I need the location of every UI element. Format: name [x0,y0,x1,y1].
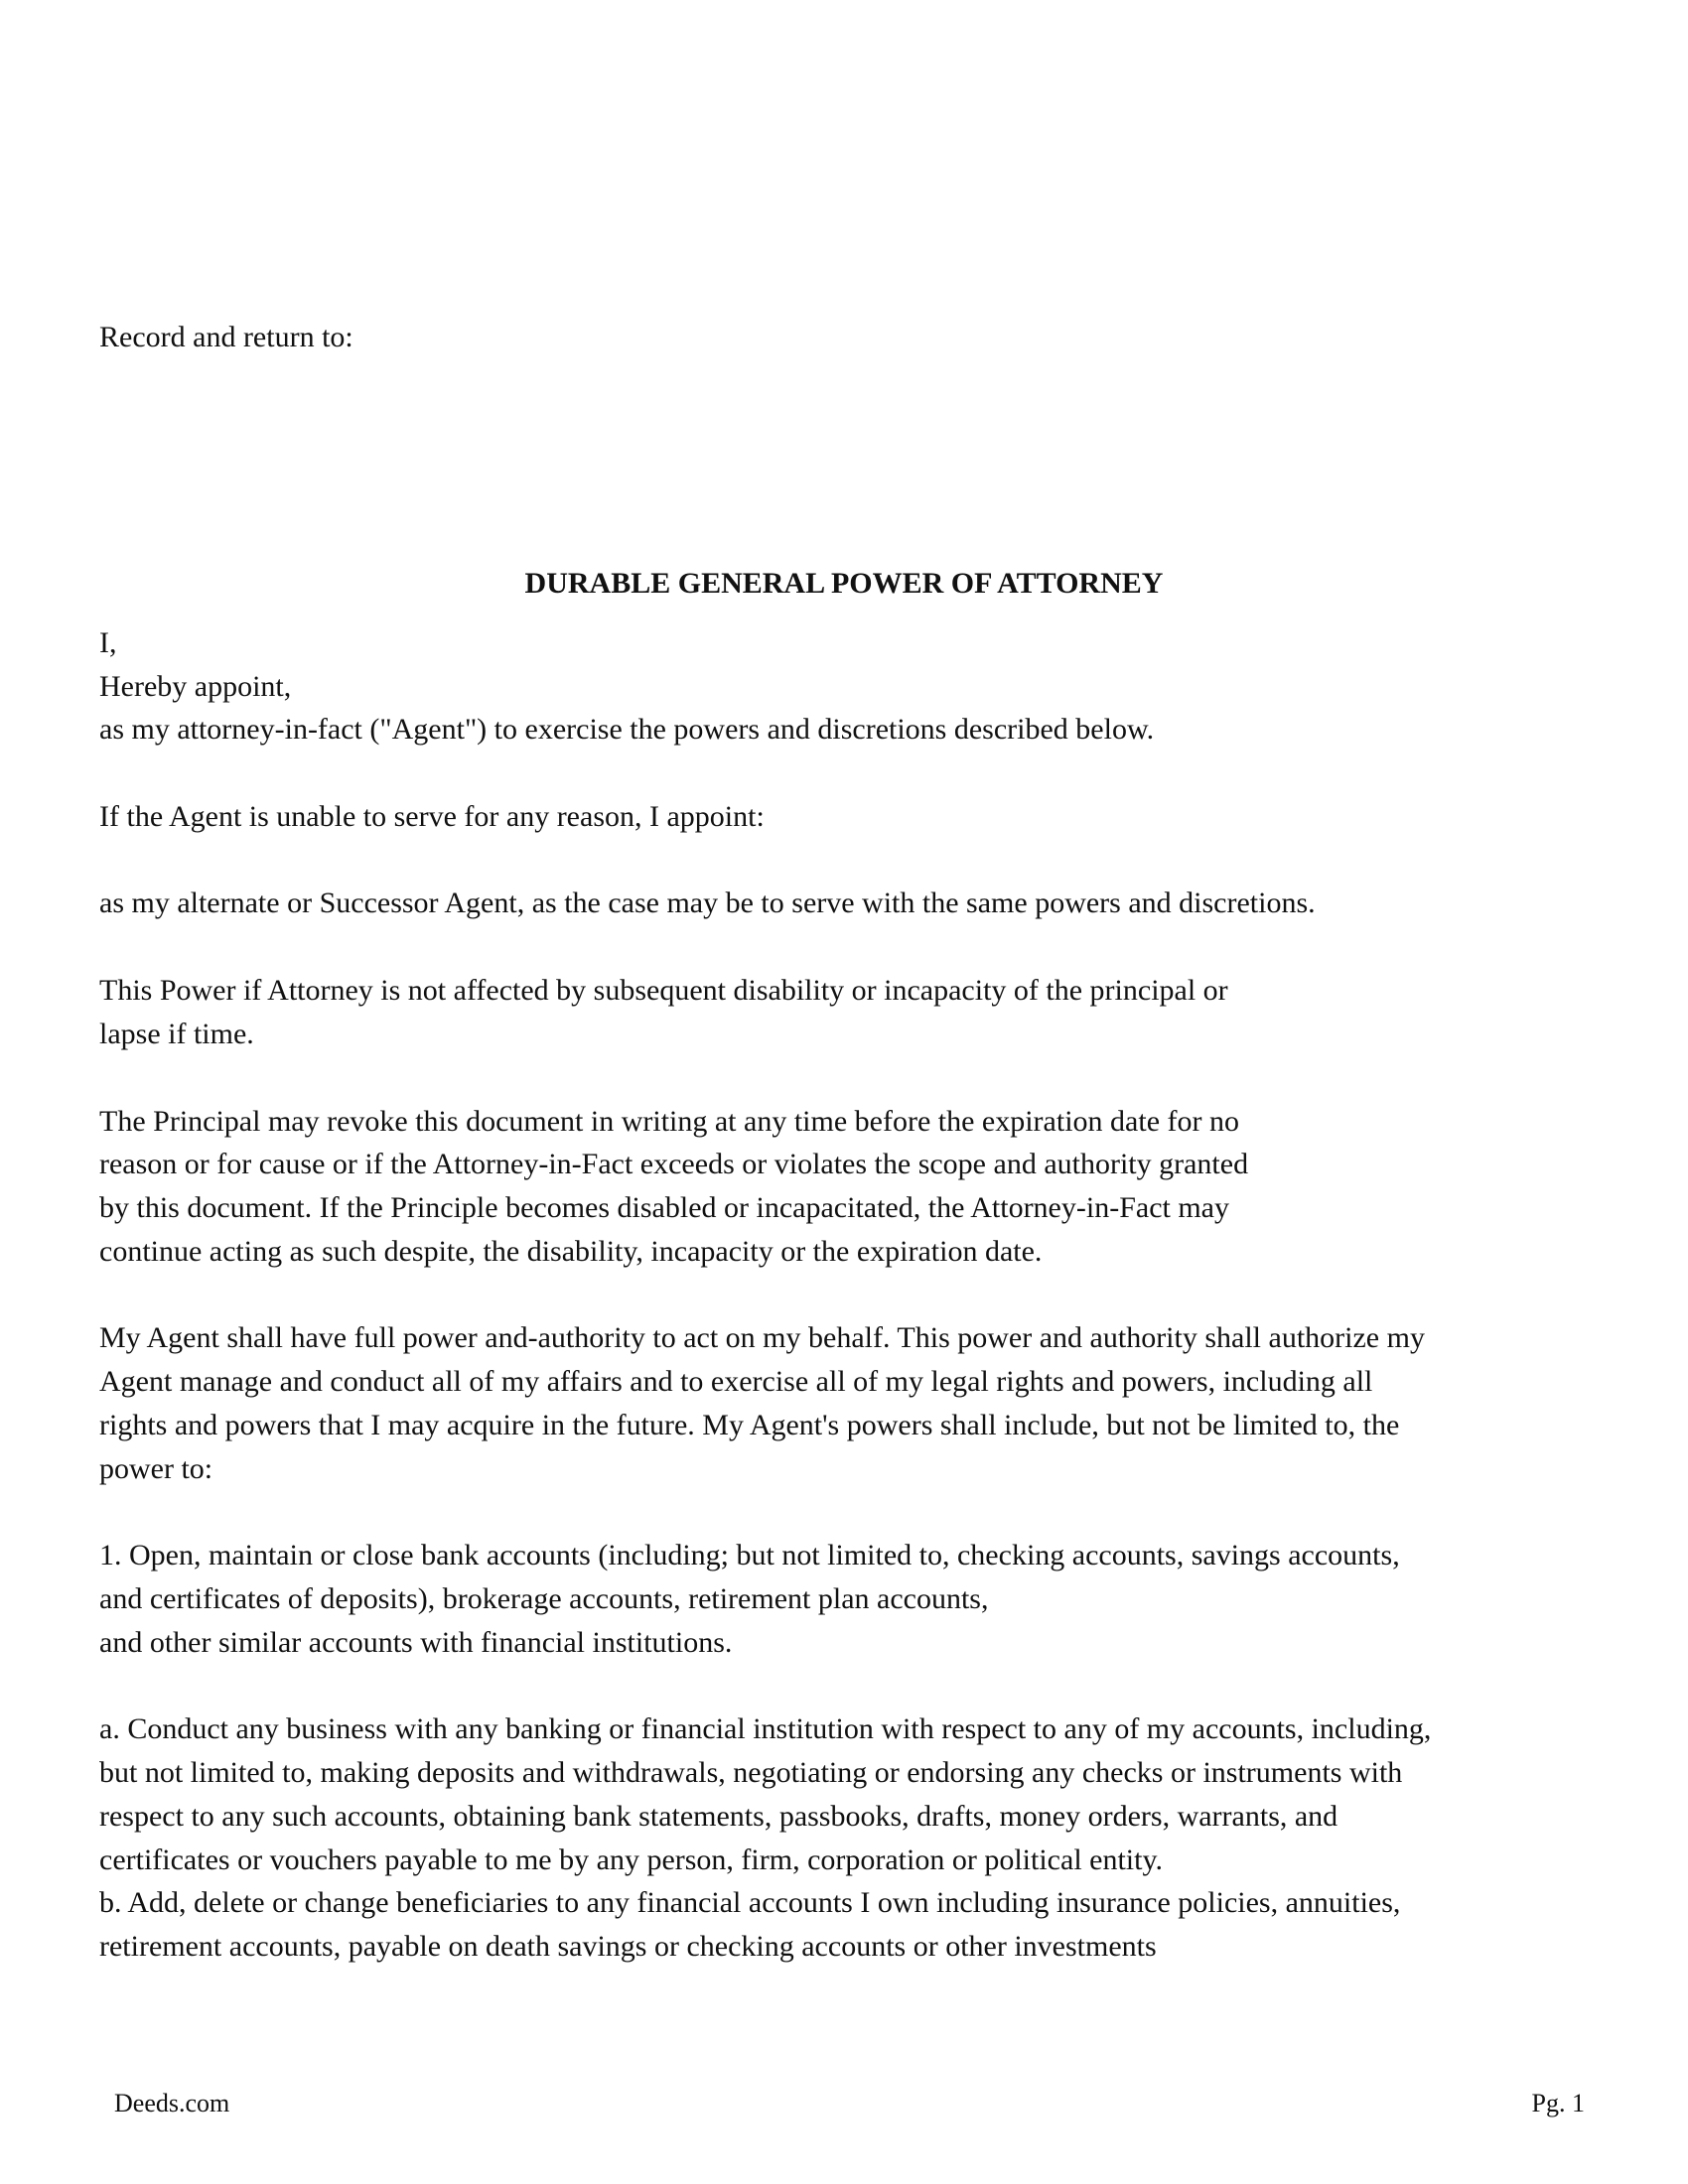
revocation-line: reason or for cause or if the Attorney-in-Fact exceeds or violates the scope and authority granted [99,1148,1249,1180]
principal-line: I, [99,626,117,659]
authority-line: rights and powers that I may acquire in the future. My Agent's powers shall include, but not be limited to, the [99,1409,1400,1441]
footer-site-name: Deeds.com [114,2089,230,2117]
item-b-line: b. Add, delete or change beneficiaries to any financial accounts I own including insurance policies, annuities, [99,1886,1401,1919]
record-and-return-label: Record and return to: [99,321,353,353]
successor-unable-line: If the Agent is unable to serve for any reason, I appoint: [99,800,765,833]
revocation-line: by this document. If the Principle becomes disabled or incapacitated, the Attorney-in-Fact may [99,1191,1229,1224]
revocation-line: continue acting as such despite, the disability, incapacity or the expiration date. [99,1235,1043,1268]
item-1-line: and other similar accounts with financial institutions. [99,1626,733,1659]
item-1-line: 1. Open, maintain or close bank accounts (including; but not limited to, checking accounts, savings accounts, [99,1539,1400,1571]
item-a-line: respect to any such accounts, obtaining bank statements, passbooks, drafts, money orders, warrants, and [99,1800,1338,1833]
authority-line: power to: [99,1452,213,1485]
authority-line: My Agent shall have full power and-authority to act on my behalf. This power and authority shall authorize my [99,1321,1425,1354]
durability-line: lapse if time. [99,1018,254,1050]
footer-page-number: Pg. 1 [1531,2089,1585,2117]
item-a-line: certificates or vouchers payable to me by any person, firm, corporation or political entity. [99,1843,1164,1876]
document-title: DURABLE GENERAL POWER OF ATTORNEY [524,567,1164,600]
authority-line: Agent manage and conduct all of my affairs and to exercise all of my legal rights and powers, including all [99,1365,1373,1398]
item-a-line: but not limited to, making deposits and withdrawals, negotiating or endorsing any checks or instruments with [99,1756,1403,1789]
hereby-appoint-line: Hereby appoint, [99,670,292,703]
durability-line: This Power if Attorney is not affected by subsequent disability or incapacity of the principal or [99,974,1228,1007]
item-a-line: a. Conduct any business with any banking or financial institution with respect to any of my accounts, including, [99,1712,1432,1745]
successor-agent-line: as my alternate or Successor Agent, as the case may be to serve with the same powers and discretions. [99,887,1316,919]
item-1-line: and certificates of deposits), brokerage accounts, retirement plan accounts, [99,1582,989,1615]
item-b-line: retirement accounts, payable on death savings or checking accounts or other investments [99,1930,1157,1963]
revocation-line: The Principal may revoke this document in writing at any time before the expiration date for no [99,1105,1239,1138]
attorney-in-fact-line: as my attorney-in-fact ("Agent") to exercise the powers and discretions described below. [99,713,1155,746]
